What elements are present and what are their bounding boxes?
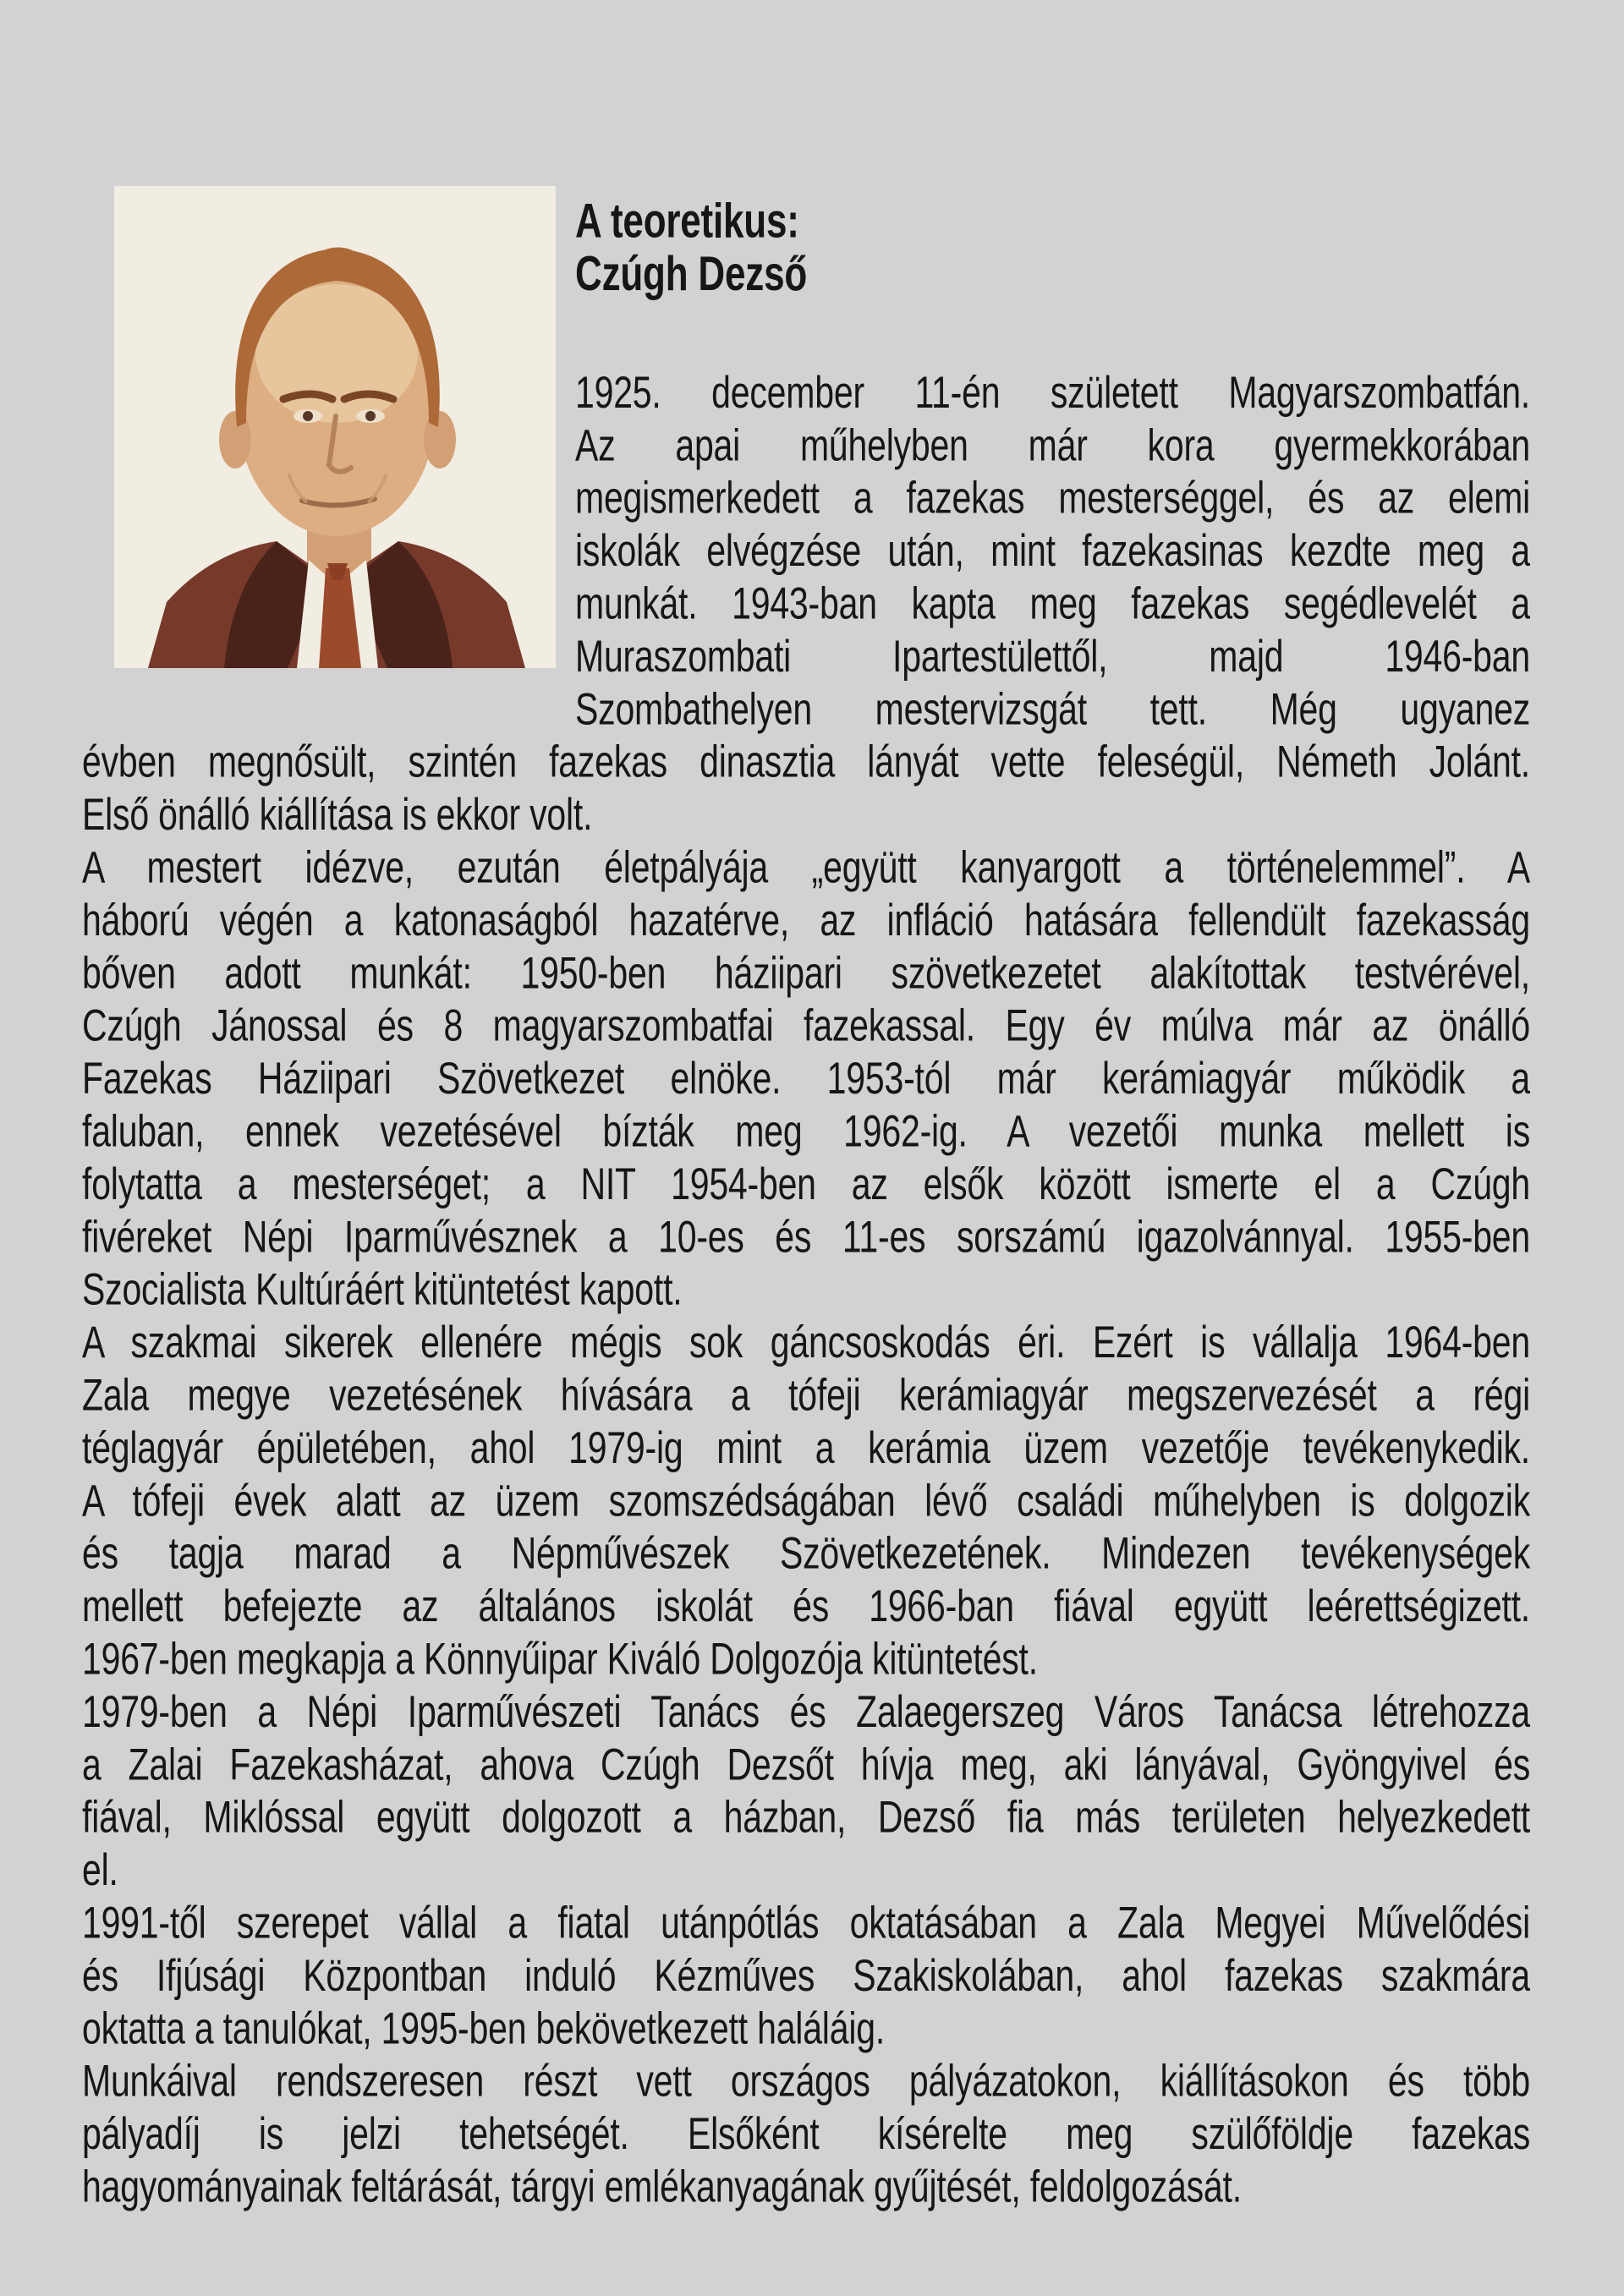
text-line: évben megnősült, szintén fazekas dinasztia lányát vette feleségül, Németh Jolánt. bbox=[82, 736, 1530, 787]
text-line: pályadíj is jelzi tehetségét. Elsőként kísérelte meg szülőföldje fazekas bbox=[82, 2108, 1530, 2159]
text-line: Szocialista Kultúráért kitüntetést kapott. bbox=[82, 1263, 683, 1315]
text-line: Munkáival rendszeresen részt vett országos pályázatokon, kiállításokon és több bbox=[82, 2055, 1530, 2107]
text-line: oktatta a tanulókat, 1995-ben bekövetkezett haláláig. bbox=[82, 2003, 886, 2053]
text-line: Szombathelyen mestervizsgát tett. Még ugyanez bbox=[575, 683, 1530, 734]
text-line: háború végén a katonaságból hazatérve, az infláció hatására fellendült fazekasság bbox=[82, 894, 1530, 945]
article-text bbox=[82, 184, 1530, 2213]
title-body-gap bbox=[82, 301, 1530, 366]
text-line: fivéreket Népi Iparművésznek a 10-es és 11-es sorszámú igazolvánnyal. 1955-ben bbox=[82, 1211, 1530, 1262]
text-line: Fazekas Háziipari Szövetkezet elnöke. 1953-tól már kerámiagyár működik a bbox=[82, 1053, 1530, 1104]
text-line: és tagja marad a Népművészek Szövetkezetének. Mindezen tevékenységek bbox=[82, 1527, 1530, 1579]
text-line: 1925. december 11-én született Magyarszombatfán. bbox=[575, 366, 1530, 418]
text-line: megismerkedett a fazekas mesterséggel, és az elemi bbox=[575, 472, 1530, 523]
text-line: hagyományainak feltárását, tárgyi emlékanyagának gyűjtését, feldolgozását. bbox=[82, 2161, 1242, 2212]
text-line: 1979-ben a Népi Iparművészeti Tanács és Zalaegerszeg Város Tanácsa létrehozza bbox=[82, 1685, 1530, 1737]
page-title-line1: A teoretikus: bbox=[575, 194, 799, 249]
text-line: Czúgh Jánossal és 8 magyarszombatfai fazekassal. Egy év múlva már az önálló bbox=[82, 1000, 1530, 1051]
text-line: Első önálló kiállítása is ekkor volt. bbox=[82, 789, 593, 840]
text-line: bőven adott munkát: 1950-ben háziipari szövetkezetet alakítottak testvérével, bbox=[82, 947, 1530, 998]
text-line: Zala megye vezetésének hívására a tófeji kerámiagyár megszervezését a régi bbox=[82, 1369, 1530, 1421]
text-line: 1991-től szerepet vállal a fiatal utánpótlás oktatásában a Zala Megyei Művelődési bbox=[82, 1897, 1530, 1948]
text-line: mellett befejezte az általános iskolát és 1966-ban fiával együtt leérettségizett. bbox=[82, 1581, 1530, 1631]
text-line: Az apai műhelyben már kora gyermekkorában bbox=[575, 419, 1530, 470]
text-line: A szakmai sikerek ellenére mégis sok gáncsoskodás éri. Ezért is vállalja 1964-ben bbox=[82, 1317, 1530, 1367]
text-line: iskolák elvégzése után, mint fazekasinas kezdte meg a bbox=[575, 525, 1530, 576]
text-line: el. bbox=[82, 1844, 118, 1895]
text-line: téglagyár épületében, ahol 1979-ig mint a kerámia üzem vezetője tevékenykedik. bbox=[82, 1422, 1530, 1473]
text-line: folytatta a mesterséget; a NIT 1954-ben az elsők között ismerte el a Czúgh bbox=[82, 1158, 1530, 1209]
text-line: A tófeji évek alatt az üzem szomszédságában lévő családi műhelyben is dolgozik bbox=[82, 1475, 1530, 1526]
text-line: fiával, Miklóssal együtt dolgozott a házban, Dezső fia más területen helyezkedett bbox=[82, 1791, 1530, 1843]
page-title-line2: Czúgh Dezső bbox=[575, 247, 808, 301]
text-line: faluban, ennek vezetésével bízták meg 1962-ig. A vezetői munka mellett is bbox=[82, 1105, 1530, 1157]
text-line: és Ifjúsági Központban induló Kézműves Szakiskolában, ahol fazekas szakmára bbox=[82, 1949, 1530, 2001]
text-line: Muraszombati Ipartestülettől, majd 1946-ban bbox=[575, 630, 1530, 682]
text-line: A mestert idézve, ezután életpályája „együtt kanyargott a történelemmel”. A bbox=[82, 841, 1530, 893]
text-line: a Zalai Fazekasházat, ahova Czúgh Dezsőt hívja meg, aki lányával, Gyöngyivel és bbox=[82, 1739, 1530, 1789]
text-line: munkát. 1943-ban kapta meg fazekas segédlevelét a bbox=[575, 578, 1530, 629]
text-line: 1967-ben megkapja a Könnyűipar Kiváló Dolgozója kitüntetést. bbox=[82, 1633, 1038, 1685]
